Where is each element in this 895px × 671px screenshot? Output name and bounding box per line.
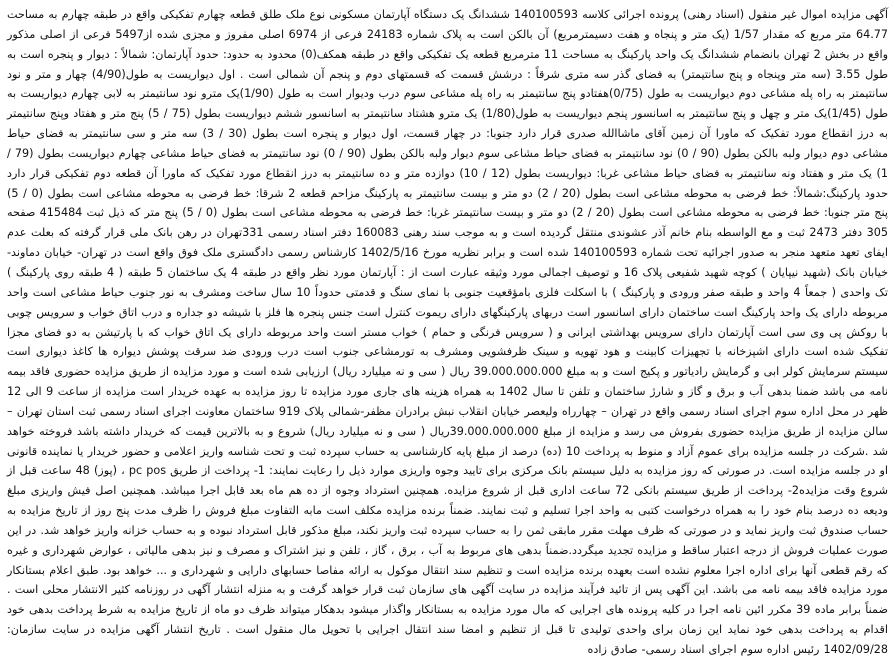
- auction-notice-text: آگهی مزایده اموال غیر منقول (اسناد رهنی) پرونده اجرائی کلاسه 140100593 ششدانگ یک دستگاه آپارتمان مسکونی نوع ملک طلق قطعه چهارم تفکیکی واقع در طبقه چهارم به مساحت 64.77 متر مربع که مقدار 1/57 (یک متر و پنجاه و هفت دسیمترمربع) آن بالکن است به پلاک شماره 24183 فرعی از 6974 اصلی مفروز و مجزی شده از5497 فرعی از اصلی مذکور واقع در بخش 2 تهران بانضمام ششدانگ یک واحد پارکینگ به مساحت 11 مترمربع قطعه یک تفکیکی واقع در طبقه همکف(0) محدود به حدود: حدود آپارتمان: شمالاً : دیوار و پنجره است به طول 3.55 (سه متر وپنجاه و پنج سانتیمتر) به فضای گذر سه متری شرقاً : درشش قسمت که قسمتهای دوم و پنجم آن شمالی است . اول دیواریست به طول(4/90) چهار و متر و نود سانتیمتر به راه پله مشاعی دوم دیواریست به طول (0/75)هفتادو پنج سانتیمتر به راه پله مشاعی سوم درب ودیوار است به طول (1/90)یک مترو نود سانتیمتر به لابی چهارم دیواریست به طول (1/45)یک متر و چهل و پنج سانتیمتر به اسانسور پنجم دیواریست به طول(1/80) یک مترو هشتاد سانتیمتر به اسانسور ششم دیواریست بطول (75 / 5) پنج متر و هفتاد وپنج سانتیمتر به درز انقطاع مورد تفکیک که ماورا آن زمین آقای ماشاالله صدری قرار دارد جنوبا: در چهار قسمت، اول دیوار و پنجره است بطول (30 / 3) سه متر و سی سانتیمتر به فضای حیاط مشاعی دوم دیوار ولبه بالکن بطول (90 / 0) نود سانتیمتر به فضای حیاط مشاعی سوم دیوار ولبه بالکن بطول (90 / 0) نود سانتیمتر به فضای حیاط مشاعی چهارم دیواریست بطول (79 / 1) یک متر و هفتاد ونه سانتیمتر به فضای حیاط مشاعی غربا: دیواریست بطول (12 / 10) دوازده متر و ده سانتیمتر به درز انقطاع مورد تفکیک که ماورا آن قطعه دوم تفکیکی قرار دارد حدود پارکینگ:شمالاً: خط فرضی به محوطه مشاعی است بطول (20 / 2) دو متر و بیست سانتیمتر به پارکینگ مزاحم قطعه 2 شرقا: خط فرضی به محوطه مشاعی است بطول (0 / 5) پنج متر جنوبا: خط فرضی به محوطه مشاعی است بطول (20 / 2) دو متر و بیست سانتیمتر غربا: خط فرضی به محوطه مشاعی است بطول (0 / 5) پنج متر که ذیل ثبت 415484 صفحه 305 دفتر 2473 ثبت و مع الواسطه بنام خانم آذر عشوندی منتقل گردیده است و به موجب سند رهنی 160083 دفتر اسناد رسمی 331تهران در رهن بانک ملی قرار گرفته که بعلت عدم ایفای تعهد متعهد منجر به صدور اجرائیه تحت شماره 140100593 شده است و برابر نظریه مورخ 1402/5/16 کارشناس رسمی دادگستری ملک فوق واقع است در تهران- خیابان دماوند- خیابان بانک (شهید نیپایان ) کوچه شهید شفیعی پلاک 16 و توصیف اجمالی مورد وثیقه عبارت است از : آپارتمان مورد نظر واقع در طبقه 4 یک ساختمان 5 طبقه ( 4 طبقه روی پارکینگ ) تک واحدی ( جمعاً 4 واحد و طبقه صفر ورودی و پارکینگ ) با اسکلت فلزی بامؤقعیت جنوبی با نمای سنگ و قدمتی حدوداً 10 سال ساخت ومشرف به نور جنوب حیاط مشاعی است واحد مربوطه دارای یک واحد پارکینگ است ساختمان دارای اسانسور است دربهای پارکینگهای دارای ریموت کنترل است جنس پنجره ها فلز با شیشه دو جداره و درب اتاق خواب و سرویس چوبی با روکش پی وی سی است آپارتمان دارای سرویس بهداشتی ایرانی و ( سرویس فرنگی و حمام ) خواب مستر است واحد مربوطه دارای یک اتاق خواب که با پارتیشن به دو فضای مجزا تفکیک شده است دارای اشپزخانه با تجهیزات کابینت و هود تهویه و سینک ظرفشویی ومشرف به تورمشاعی جنوب است درب ورودی ضد سرقت پوشش دیواره ها کاغذ دیواری است سیستم سرمایش کولر ابی و گرمایش رادیاتور و پکیج است و به مبلغ 39.000.000.000 ریال ( سی و نه میلیارد ریال) ارزیابی شده است و مورد مزایده از طریق مزایده حضوری فاقد بیمه نامه می باشد ضمنا بدهی آب و برق و گاز و شارژ ساختمان و تلفن تا سال 1402 به همراه هزینه های جاری مورد مزایده تا روز مزایده به عهده خریدار است مزایده از ساعت 9 الی 12 ظهر در محل اداره سوم اجرای اسناد رسمی واقع در تهران – چهارراه ولیعصر خیابان انقلاب نبش برادران مظفر-شمالی پلاک 919 ساختمان معاونت اجرای اسناد رسمی ثبت استان تهران – سالن مزایده از طریق مزایده حضوری بفروش می رسد و مزایده از مبلغ 39.000.000.000ریال ( سی و نه میلیارد ریال) شروع و به بالاترین قیمت که خریدار داشته باشد فروخته خواهد شد .شرکت در جلسه مزایده برای عموم آزاد و منوط به پرداخت 10 (ده) درصد از مبلغ پایه کارشناسی به حساب سپرده ثبت و تحت شناسه واریز اعلامی و حضور خریدار یا نماینده قانونی او در جلسه مزایده است. در صورتی که روز مزایده به دلیل سیستم بانک مرکزی برای تایید وجوه واریزی موارد ذیل را رعایت نمایند: 1- پرداخت از طریق pc pos ، (پوز) 48 ساعت قبل از شروع وقت مزایده2- پرداخت از طریق سیستم بانکی 72 ساعت اداری قبل از شروع مزایده. همچنین استرداد وجوه از ده هم ماه بعد قابل اجرا میباشد. همچنین اصل فیش واریزی مبلغ ودیعه ده درصد بنام خود را به همراه درخواست کتبی به واحد اجرا تسلیم و ثبت نمایند. ضمناً برنده مزایده مکلف است مابه التفاوت مبلغ فروش را ظرف مدت پنج روز از تاریخ مزایده به حساب صندوق ثبت واریز نماید و در صورتی که ظرف مهلت مقرر مابقی ثمن را به حساب سپرده ثبت واریز نکند، مبلغ مذکور قابل استرداد نبوده و به حساب خزانه واریز خواهد شد. در این صورت عملیات فروش از درجه اعتبار ساقط و مزایده تجدید میگردد.ضمناً بدهی های مربوط به آب ، برق ، گاز ، تلفن و نیز اشتراک و مصرف و نیز بدهی مالیاتی ، عوارض شهرداری و غیره که رقم قطعی آنها برای اداره اجرا معلوم نشده است بعهده برنده مزایده است و تنظیم سند انتقال موکول به ارائه مفاصا حسابهای دارایی و شهرداری و ... خواهد بود. طبق اعلام بستانکار مورد مزایده فاقد بیمه نامه می باشد. این آگهی پس از تائید فرآیند مزایده در سایت آگهی های سازمان ثبت قرار خواهد گرفت و به منزله انتشار آگهی در روزنامه کثیر الانتشار محلی است . ضمناً برابر ماده 39 مکرر ائین نامه اجرا در کلیه پرونده های اجرایی که مال مورد مزایده به بستانکار واگذار میشود بدهکار میتواند ظرف دو ماه از تاریخ مزایده به شرط پرداخت بدهی خود اقدام به پرداخت بدهی خود نماید این زمان برای واحدی تولیدی تا قبل از تنظیم و امضا سند انتقال اجرایی با تحویل مال منقول است . تاریخ انتشار آگهی مزایده در سایت سازمان: 1402/09/28 رئیس اداره سوم اجرای اسناد رسمی- صادق زاده: [7, 8, 889, 656]
